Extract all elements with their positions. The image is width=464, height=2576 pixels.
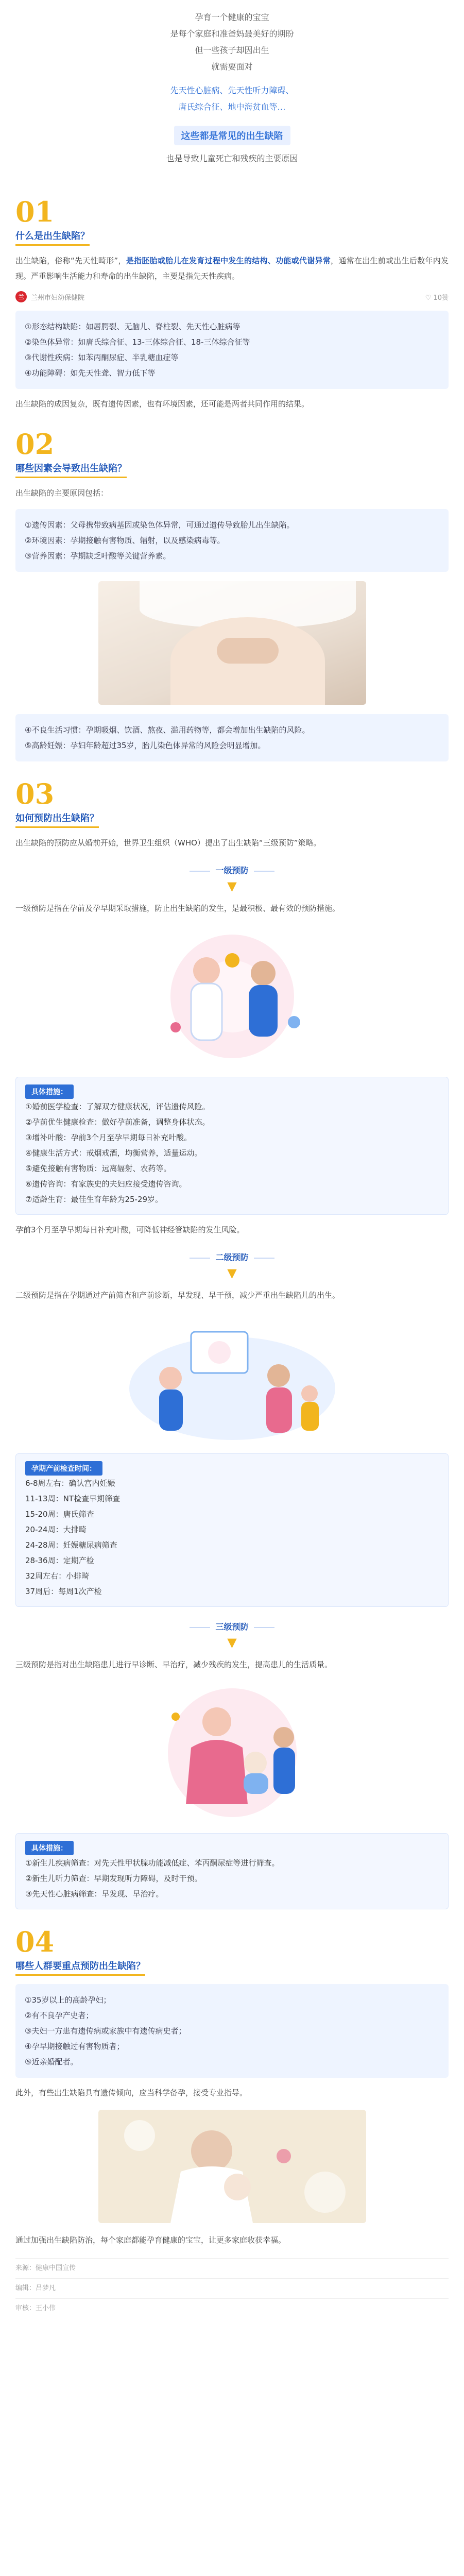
box-item: ④不良生活习惯：孕期吸烟、饮酒、熬夜、滥用药物等，都会增加出生缺陷的风险。 [25,725,310,735]
level-title: 二级预防 [15,1251,449,1263]
card-tag: 具体措施： [25,1841,74,1855]
info-box [15,714,449,761]
paragraph: 出生缺陷的预防应从婚前开始，世界卫生组织（WHO）提出了出生缺陷“三级预防”策略。 [15,838,321,848]
card-item: ③增补叶酸：孕前3个月至孕早期每日补充叶酸。 [25,1133,192,1142]
card-item: 6-8周左右：确认宫内妊娠 [25,1479,115,1488]
arrow-down-icon: ▼ [227,1266,237,1280]
intro-line: 是每个家庭和准爸妈最美好的期盼 [170,29,294,39]
measures-card [15,1077,449,1215]
section-title: 哪些因素会导致出生缺陷？ [15,461,127,478]
pregnancy-photo [98,581,366,705]
footer [15,2258,449,2315]
intro-subtitle: 也是导致儿童死亡和残疾的主要原因 [166,154,298,163]
section-number: 03 [15,777,55,810]
section-4 [15,1925,449,2248]
source-name[interactable]: 兰州市妇幼保健院 [31,294,85,302]
card-item: 28-36周：定期产检 [25,1556,94,1565]
card-item: ①新生儿疾病筛查：对先天性甲状腺功能减低症、苯丙酮尿症等进行筛查。 [25,1858,280,1868]
card-item: 37周后：每周1次产检 [25,1587,102,1596]
card-item: ③先天性心脏病筛查：早发现、早治疗。 [25,1889,164,1899]
card-item: ⑤避免接触有害物质：远离辐射、农药等。 [25,1164,171,1173]
source-logo: 兰 [15,291,27,302]
intro [0,0,464,167]
footer-review: 审核：王小伟 [15,2298,449,2315]
paragraph: 二级预防是指在孕期通过产前筛查和产前诊断，早发现、早干预，减少严重出生缺陷儿的出生。 [15,1291,340,1300]
box-item: ③营养因素：孕期缺乏叶酸等关键营养素。 [25,551,171,561]
info-box [15,311,449,389]
box-item: ④孕早期接触过有害物质者； [25,2042,125,2051]
paragraph: 一级预防是指在孕前及孕早期采取措施，防止出生缺陷的发生，是最积极、最有效的预防措施。 [15,904,340,913]
card-item: ⑦适龄生育：最佳生育年龄为25-29岁。 [25,1195,163,1204]
card-item: ④健康生活方式：戒烟戒酒，均衡营养，适量运动。 [25,1148,202,1158]
measures-card [15,1833,449,1909]
paragraph: 三级预防是指对出生缺陷患儿进行早诊断、早治疗，减少残疾的发生，提高患儿的生活质量。 [15,1660,333,1669]
doctor-illustration [114,924,351,1069]
card-item: 20-24周：大排畸 [25,1525,87,1534]
paragraph: 此外，有些出生缺陷具有遗传倾向，应当科学备孕，接受专业指导。 [15,2088,248,2097]
card-item: ⑥遗传咨询：有家族史的夫妇应接受遗传咨询。 [25,1179,187,1189]
box-item: ②环境因素：孕期接触有害物质、辐射，以及感染病毒等。 [25,536,225,545]
section-title: 哪些人群要重点预防出生缺陷？ [15,1959,145,1976]
card-item: 11-13周：NT检查早期筛查 [25,1494,120,1503]
section-number: 04 [15,1925,55,1958]
paragraph: 出生缺陷的主要原因包括： [15,488,109,498]
section-number: 02 [15,428,55,461]
section-2 [15,430,449,761]
card-tag: 孕期产前检查时间： [25,1461,102,1476]
box-item: ①35岁以上的高龄孕妇； [25,1995,111,2005]
info-box [15,509,449,572]
intro-highlight: 这些都是常见的出生缺陷 [174,126,290,145]
box-item: ③代谢性疾病：如苯丙酮尿症、半乳糖血症等 [25,353,179,362]
box-item: ②染色体异常：如唐氏综合征、13-三体综合征、18-三体综合征等 [25,337,250,347]
paragraph: 出生缺陷，俗称“先天性畸形”，是指胚胎或胎儿在发育过程中发生的结构、功能或代谢异常，通常在出生前或出生后数年内发现。严重影响生活能力和寿命的出生缺陷，主要是指先天性疾病。 [15,256,449,281]
box-item: ③夫妇一方患有遗传病或家族中有遗传病史者； [25,2026,186,2036]
level-title: 一级预防 [15,864,449,876]
box-item: ①遗传因素：父母携带致病基因或染色体异常，可通过遗传导致胎儿出生缺陷。 [25,520,295,530]
intro-line: 但一些孩子却因出生 [195,45,269,55]
section-title: 什么是出生缺陷？ [15,229,90,246]
level-title: 三级预防 [15,1620,449,1632]
paragraph: 出生缺陷的成因复杂，既有遗传因素，也有环境因素，还可能是两者共同作用的结果。 [15,399,310,409]
card-item: ①婚前医学检查：了解双方健康状况，评估遗传风险。 [25,1102,210,1111]
section-1 [15,195,449,412]
box-item: ⑤高龄妊娠：孕妇年龄超过35岁，胎儿染色体异常的风险会明显增加。 [25,741,266,750]
mother-photo [98,2110,366,2223]
footer-source: 来源：健康中国宣传 [15,2258,449,2275]
paragraph: 孕前3个月至孕早期每日补充叶酸，可降低神经管缺陷的发生风险。 [15,1225,245,1234]
footer-editor: 编辑：吕梦凡 [15,2278,449,2295]
arrow-down-icon: ▼ [227,1635,237,1650]
paragraph: 通过加强出生缺陷防治，每个家庭都能孕育健康的宝宝，让更多家庭收获幸福。 [15,2235,286,2245]
source-bar [15,291,449,302]
box-item: ⑤近亲婚配者。 [25,2057,78,2066]
card-item: ②孕前优生健康检查：做好孕前准备，调整身体状态。 [25,1117,210,1127]
card-item: 15-20周：唐氏筛查 [25,1510,94,1519]
schedule-card [15,1453,449,1607]
intro-blue-line: 唐氏综合征、地中海贫血等… [178,102,286,112]
info-box [15,1984,449,2078]
arrow-down-icon: ▼ [227,879,237,893]
family-illustration [114,1311,351,1445]
intro-blue-line: 先天性心脏病、先天性听力障碍、 [170,86,294,95]
card-tag: 具体措施： [25,1084,74,1099]
section-title: 如何预防出生缺陷？ [15,811,99,828]
box-item: ①形态结构缺陷：如唇腭裂、无脑儿、脊柱裂、先天性心脏病等 [25,322,240,331]
intro-line: 孕育一个健康的宝宝 [195,12,269,22]
card-item: ②新生儿听力筛查：早期发现听力障碍，及时干预。 [25,1874,202,1883]
mother-baby-illustration [114,1681,351,1825]
like-button[interactable]: ♡ 10赞 [425,294,449,302]
section-number: 01 [15,195,55,228]
section-3 [15,777,449,1909]
card-item: 24-28周：妊娠糖尿病筛查 [25,1540,117,1550]
intro-line: 就需要面对 [211,62,253,72]
box-item: ④功能障碍：如先天性聋、智力低下等 [25,368,156,378]
box-item: ②有不良孕产史者； [25,2011,94,2020]
card-item: 32周左右：小排畸 [25,1571,90,1581]
